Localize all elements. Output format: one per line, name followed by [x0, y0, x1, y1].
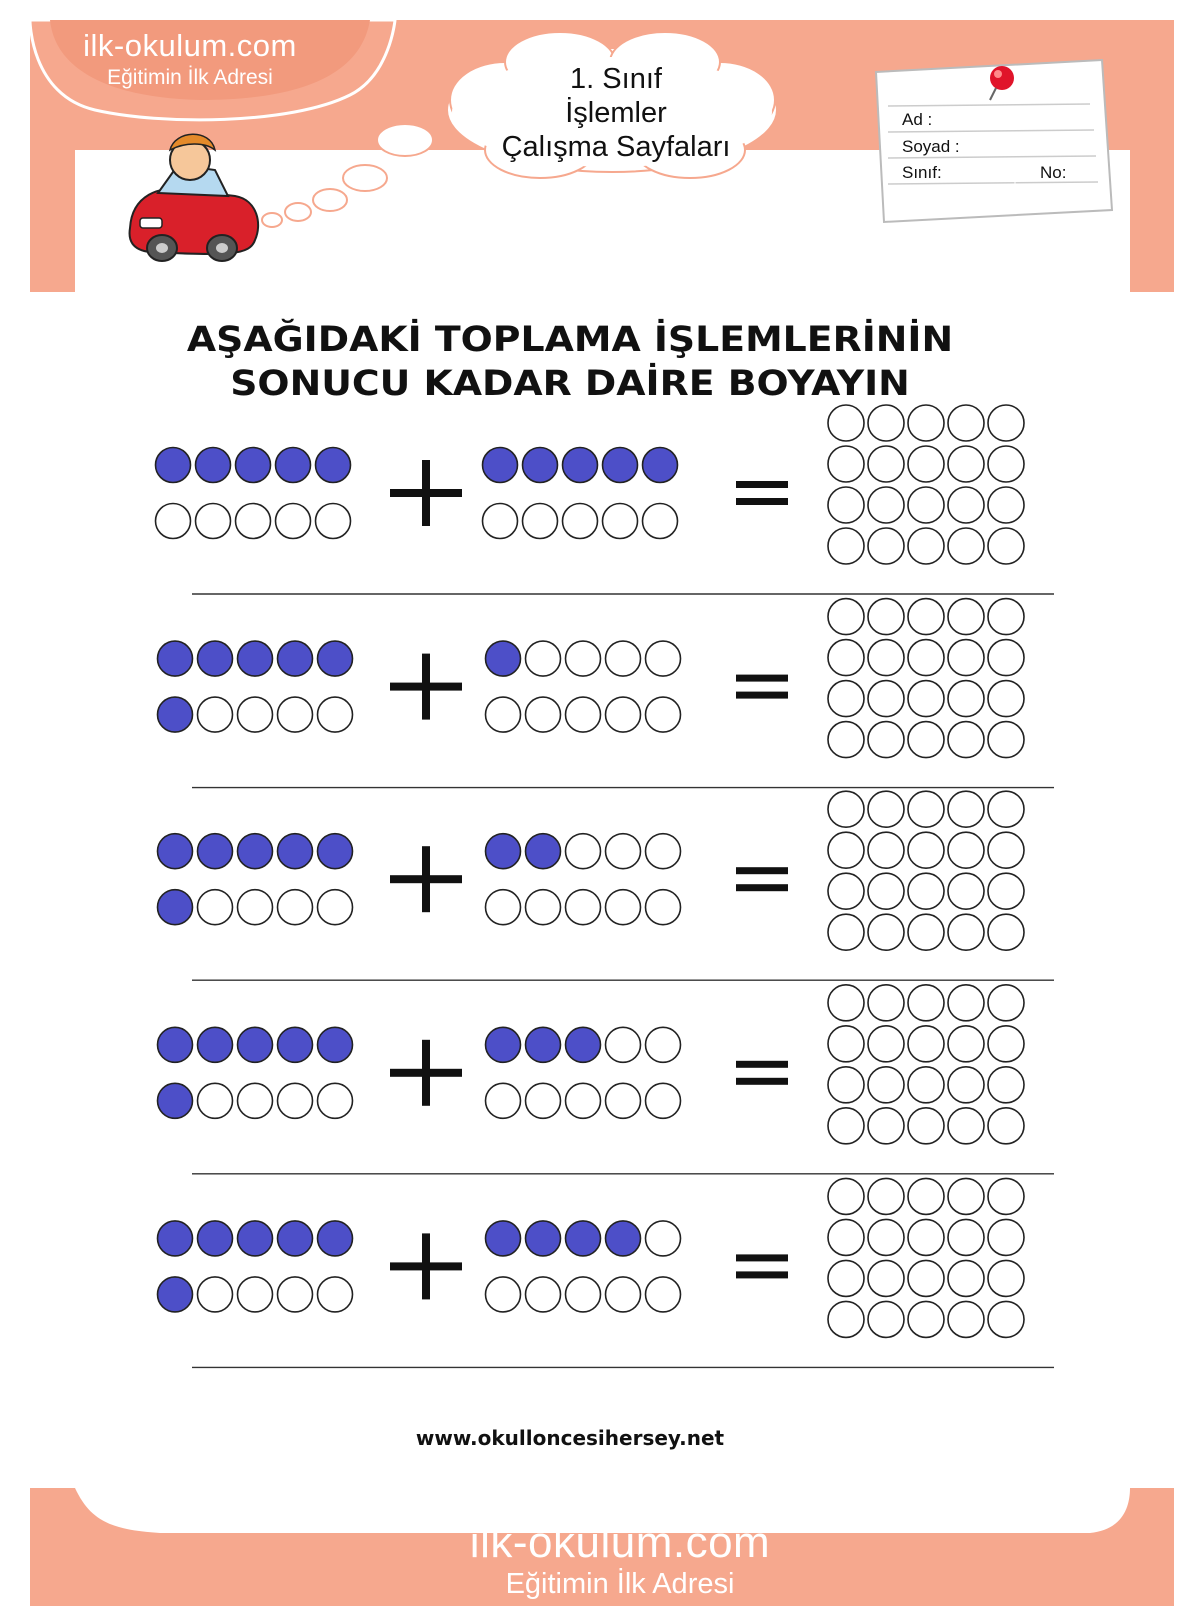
- second-addend-dot-filled: [523, 448, 558, 483]
- answer-grid-dot: [908, 640, 944, 676]
- second-addend-dot-empty: [486, 890, 521, 925]
- name-field-label: Ad :: [902, 110, 933, 129]
- answer-grid-dot: [988, 599, 1024, 635]
- answer-grid-dot: [908, 985, 944, 1021]
- second-addend-dot-empty: [646, 1221, 681, 1256]
- answer-grid-dot: [988, 1219, 1024, 1255]
- answer-grid-dot: [828, 722, 864, 758]
- second-addend-dot-empty: [606, 834, 641, 869]
- equals-sign: [736, 867, 788, 874]
- first-addend-dot-filled: [158, 1027, 193, 1062]
- first-addend-dot-filled: [318, 641, 353, 676]
- answer-grid-dot: [828, 985, 864, 1021]
- answer-grid-dot: [988, 722, 1024, 758]
- answer-grid-dot: [948, 1108, 984, 1144]
- second-addend-dot-empty: [566, 1083, 601, 1118]
- answer-grid-dot: [868, 1067, 904, 1103]
- second-addend-dot-empty: [523, 504, 558, 539]
- answer-grid-dot: [828, 405, 864, 441]
- first-addend-dot-empty: [238, 1083, 273, 1118]
- answer-grid-dot: [988, 487, 1024, 523]
- answer-grid-dot: [948, 487, 984, 523]
- first-addend-dot-empty: [196, 504, 231, 539]
- answer-grid-dot: [828, 528, 864, 564]
- second-addend-dot-empty: [566, 890, 601, 925]
- first-addend-dot-empty: [236, 504, 271, 539]
- answer-grid-dot: [948, 599, 984, 635]
- answer-grid-dot: [988, 873, 1024, 909]
- answer-grid-dot: [988, 985, 1024, 1021]
- equals-sign: [736, 884, 788, 891]
- second-addend-dot-empty: [643, 504, 678, 539]
- second-addend-dot-filled: [603, 448, 638, 483]
- answer-grid-dot: [948, 1178, 984, 1214]
- answer-grid-dot: [868, 873, 904, 909]
- first-addend-dot-filled: [196, 448, 231, 483]
- answer-grid-dot: [908, 681, 944, 717]
- answer-grid-dot: [948, 1219, 984, 1255]
- answer-grid-dot: [988, 1026, 1024, 1062]
- second-addend-dot-empty: [566, 697, 601, 732]
- answer-grid-dot: [828, 1301, 864, 1337]
- answer-grid-dot: [908, 1178, 944, 1214]
- first-addend-dot-empty: [198, 1277, 233, 1312]
- second-addend-dot-filled: [643, 448, 678, 483]
- equals-sign: [736, 1254, 788, 1261]
- second-addend-dot-empty: [566, 641, 601, 676]
- answer-grid-dot: [828, 446, 864, 482]
- answer-grid-dot: [868, 914, 904, 950]
- second-addend-dot-filled: [566, 1027, 601, 1062]
- answer-grid-dot: [988, 681, 1024, 717]
- first-addend-dot-empty: [198, 890, 233, 925]
- equals-sign: [736, 1061, 788, 1068]
- answer-grid-dot: [908, 1260, 944, 1296]
- second-addend-dot-filled: [563, 448, 598, 483]
- answer-grid-dot: [908, 487, 944, 523]
- equals-sign: [736, 498, 788, 505]
- brand-subtitle: Eğitimin İlk Adresi: [107, 66, 273, 89]
- answer-grid-dot: [868, 1260, 904, 1296]
- second-addend-dot-empty: [646, 834, 681, 869]
- first-addend-dot-filled: [158, 641, 193, 676]
- second-addend-dot-filled: [526, 1027, 561, 1062]
- first-addend-dot-filled: [238, 1027, 273, 1062]
- second-addend-dot-empty: [526, 890, 561, 925]
- answer-grid-dot: [948, 1260, 984, 1296]
- answer-grid-dot: [988, 1260, 1024, 1296]
- first-addend-dot-filled: [158, 1277, 193, 1312]
- first-addend-dot-filled: [198, 641, 233, 676]
- second-addend-dot-empty: [646, 697, 681, 732]
- answer-grid-dot: [828, 1026, 864, 1062]
- second-addend-dot-empty: [603, 504, 638, 539]
- first-addend-dot-empty: [198, 697, 233, 732]
- second-addend-dot-filled: [566, 1221, 601, 1256]
- answer-grid-dot: [948, 873, 984, 909]
- answer-grid-dot: [828, 1260, 864, 1296]
- first-addend-dot-filled: [238, 834, 273, 869]
- equals-sign: [736, 1271, 788, 1278]
- answer-grid-dot: [908, 832, 944, 868]
- answer-grid-dot: [908, 914, 944, 950]
- answer-grid-dot: [908, 873, 944, 909]
- answer-grid-dot: [868, 640, 904, 676]
- second-addend-dot-empty: [566, 1277, 601, 1312]
- answer-grid-dot: [948, 446, 984, 482]
- first-addend-dot-filled: [158, 1221, 193, 1256]
- second-addend-dot-empty: [646, 1083, 681, 1118]
- second-addend-dot-empty: [606, 1027, 641, 1062]
- answer-grid-dot: [868, 681, 904, 717]
- answer-grid-dot: [948, 791, 984, 827]
- first-addend-dot-filled: [158, 697, 193, 732]
- first-addend-dot-filled: [278, 1027, 313, 1062]
- answer-grid-dot: [908, 599, 944, 635]
- second-addend-dot-filled: [483, 448, 518, 483]
- answer-grid-dot: [828, 1108, 864, 1144]
- answer-grid-dot: [988, 914, 1024, 950]
- second-addend-dot-empty: [483, 504, 518, 539]
- first-addend-dot-filled: [158, 834, 193, 869]
- second-addend-dot-empty: [606, 890, 641, 925]
- answer-grid-dot: [868, 1219, 904, 1255]
- surname-field-label: Soyad :: [902, 137, 960, 156]
- answer-grid-dot: [868, 722, 904, 758]
- answer-grid-dot: [908, 1108, 944, 1144]
- second-addend-dot-empty: [526, 1083, 561, 1118]
- first-addend-dot-filled: [318, 1027, 353, 1062]
- answer-grid-dot: [908, 446, 944, 482]
- first-addend-dot-empty: [318, 890, 353, 925]
- answer-grid-dot: [908, 1026, 944, 1062]
- first-addend-dot-empty: [278, 1277, 313, 1312]
- answer-grid-dot: [828, 1219, 864, 1255]
- second-addend-dot-empty: [526, 697, 561, 732]
- worksheet-title-line: 1. Sınıf: [570, 63, 662, 95]
- equals-sign: [736, 481, 788, 488]
- second-addend-dot-empty: [646, 1277, 681, 1312]
- answer-grid-dot: [988, 446, 1024, 482]
- second-addend-dot-empty: [526, 1277, 561, 1312]
- answer-grid-dot: [868, 832, 904, 868]
- answer-grid-dot: [828, 914, 864, 950]
- answer-grid-dot: [868, 446, 904, 482]
- answer-grid-dot: [988, 640, 1024, 676]
- answer-grid-dot: [908, 528, 944, 564]
- first-addend-dot-empty: [318, 1277, 353, 1312]
- second-addend-dot-empty: [646, 890, 681, 925]
- answer-grid-dot: [908, 722, 944, 758]
- second-addend-dot-empty: [606, 1083, 641, 1118]
- plus-sign: [422, 654, 430, 720]
- first-addend-dot-empty: [198, 1083, 233, 1118]
- second-addend-dot-empty: [563, 504, 598, 539]
- second-addend-dot-filled: [486, 834, 521, 869]
- answer-grid-dot: [948, 640, 984, 676]
- answer-grid-dot: [828, 599, 864, 635]
- first-addend-dot-filled: [198, 1027, 233, 1062]
- answer-grid-dot: [988, 832, 1024, 868]
- first-addend-dot-empty: [156, 504, 191, 539]
- second-addend-dot-filled: [486, 641, 521, 676]
- answer-grid-dot: [868, 1178, 904, 1214]
- number-field-label: No:: [1040, 163, 1067, 182]
- second-addend-dot-empty: [646, 1027, 681, 1062]
- worksheet-title-line: Çalışma Sayfaları: [501, 131, 731, 163]
- instruction-line: SONUCU KADAR DAİRE BOYAYIN: [230, 364, 910, 404]
- plus-sign: [422, 1040, 430, 1106]
- second-addend-dot-filled: [486, 1221, 521, 1256]
- answer-grid-dot: [828, 640, 864, 676]
- plus-sign: [422, 460, 430, 526]
- class-field-label: Sınıf:: [902, 163, 942, 182]
- answer-grid-dot: [908, 1219, 944, 1255]
- second-addend-dot-filled: [526, 834, 561, 869]
- answer-grid-dot: [868, 599, 904, 635]
- second-addend-dot-empty: [486, 1083, 521, 1118]
- first-addend-dot-filled: [198, 1221, 233, 1256]
- first-addend-dot-filled: [318, 1221, 353, 1256]
- answer-grid-dot: [828, 1178, 864, 1214]
- answer-grid-dot: [948, 1301, 984, 1337]
- first-addend-dot-empty: [316, 504, 351, 539]
- plus-sign: [422, 846, 430, 912]
- plus-sign: [422, 1233, 430, 1299]
- equals-sign: [736, 1078, 788, 1085]
- first-addend-dot-filled: [278, 1221, 313, 1256]
- answer-grid-dot: [948, 1067, 984, 1103]
- answer-grid-dot: [828, 873, 864, 909]
- second-addend-dot-empty: [566, 834, 601, 869]
- second-addend-dot-empty: [606, 1277, 641, 1312]
- first-addend-dot-filled: [238, 1221, 273, 1256]
- first-addend-dot-empty: [238, 890, 273, 925]
- answer-grid-dot: [988, 791, 1024, 827]
- answer-grid-dot: [828, 487, 864, 523]
- answer-grid-dot: [868, 1301, 904, 1337]
- first-addend-dot-filled: [318, 834, 353, 869]
- second-addend-dot-empty: [486, 1277, 521, 1312]
- second-addend-dot-empty: [606, 641, 641, 676]
- first-addend-dot-empty: [318, 697, 353, 732]
- first-addend-dot-filled: [156, 448, 191, 483]
- answer-grid-dot: [908, 1301, 944, 1337]
- answer-grid-dot: [948, 528, 984, 564]
- first-addend-dot-filled: [158, 890, 193, 925]
- answer-grid-dot: [988, 1301, 1024, 1337]
- answer-grid-dot: [988, 1178, 1024, 1214]
- answer-grid-dot: [988, 528, 1024, 564]
- answer-grid-dot: [828, 791, 864, 827]
- answer-grid-dot: [868, 487, 904, 523]
- first-addend-dot-empty: [238, 697, 273, 732]
- answer-grid-dot: [868, 405, 904, 441]
- worksheet-title-line: İşlemler: [565, 97, 667, 129]
- answer-grid-dot: [908, 791, 944, 827]
- first-addend-dot-filled: [158, 1083, 193, 1118]
- first-addend-dot-filled: [198, 834, 233, 869]
- second-addend-dot-empty: [486, 697, 521, 732]
- answer-grid-dot: [828, 681, 864, 717]
- answer-grid-dot: [868, 528, 904, 564]
- answer-grid-dot: [948, 832, 984, 868]
- brand-title: ilk-okulum.com: [83, 28, 297, 63]
- instruction-line: AŞAĞIDAKİ TOPLAMA İŞLEMLERİNİN: [186, 320, 954, 360]
- answer-grid-dot: [908, 405, 944, 441]
- answer-grid-dot: [948, 722, 984, 758]
- second-addend-dot-filled: [606, 1221, 641, 1256]
- answer-grid-dot: [908, 1067, 944, 1103]
- first-addend-dot-empty: [278, 890, 313, 925]
- answer-grid-dot: [868, 1026, 904, 1062]
- site-url: www.okulloncesihersey.net: [415, 1426, 725, 1450]
- first-addend-dot-empty: [238, 1277, 273, 1312]
- answer-grid-dot: [988, 405, 1024, 441]
- equals-sign: [736, 675, 788, 682]
- answer-grid-dot: [988, 1067, 1024, 1103]
- footer-brand-subtitle: Eğitimin İlk Adresi: [505, 1568, 735, 1600]
- first-addend-dot-empty: [278, 697, 313, 732]
- answer-grid-dot: [948, 405, 984, 441]
- first-addend-dot-empty: [278, 1083, 313, 1118]
- answer-grid-dot: [988, 1108, 1024, 1144]
- answer-grid-dot: [948, 985, 984, 1021]
- first-addend-dot-empty: [318, 1083, 353, 1118]
- answer-grid-dot: [828, 1067, 864, 1103]
- answer-grid-dot: [948, 681, 984, 717]
- first-addend-dot-filled: [276, 448, 311, 483]
- second-addend-dot-empty: [646, 641, 681, 676]
- first-addend-dot-filled: [316, 448, 351, 483]
- answer-grid-dot: [868, 985, 904, 1021]
- first-addend-dot-empty: [276, 504, 311, 539]
- equals-sign: [736, 692, 788, 699]
- second-addend-dot-filled: [486, 1027, 521, 1062]
- answer-grid-dot: [948, 1026, 984, 1062]
- second-addend-dot-filled: [526, 1221, 561, 1256]
- answer-grid-dot: [948, 914, 984, 950]
- footer-brand-title: ilk-okulum.com: [469, 1518, 771, 1567]
- answer-grid-dot: [868, 791, 904, 827]
- answer-grid-dot: [828, 832, 864, 868]
- answer-grid-dot: [868, 1108, 904, 1144]
- first-addend-dot-filled: [238, 641, 273, 676]
- first-addend-dot-filled: [278, 641, 313, 676]
- second-addend-dot-empty: [606, 697, 641, 732]
- first-addend-dot-filled: [236, 448, 271, 483]
- first-addend-dot-filled: [278, 834, 313, 869]
- second-addend-dot-empty: [526, 641, 561, 676]
